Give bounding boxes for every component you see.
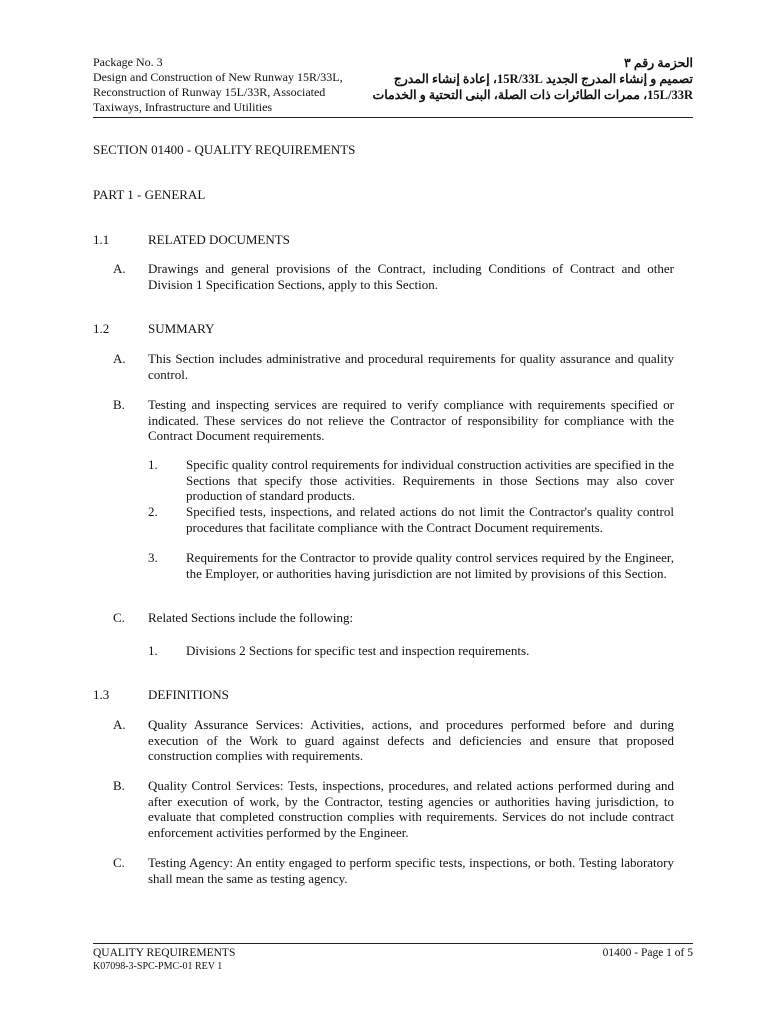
subitem-number: 1. <box>148 457 158 472</box>
subitem-text: Requirements for the Contractor to provide quality control services required by the Engineer, the Employer, or authorities having jurisdiction are not limited by provisions of this Section. <box>186 550 674 581</box>
paragraph-letter: A. <box>113 351 126 366</box>
paragraph-text: Testing Agency: An entity engaged to perform specific tests, inspections, or both. Testing laboratory shall mean the same as testing agency. <box>148 855 674 886</box>
part-title: PART 1 - GENERAL <box>93 187 206 202</box>
header-package: Package No. 3 <box>93 55 163 69</box>
paragraph-text: Testing and inspecting services are required to verify compliance with requirements specified or indicated. These services do not relieve the Contractor of responsibility for compliance with the Contract Document requirements. <box>148 397 674 443</box>
footer-document-code: K07098-3-SPC-PMC-01 REV 1 <box>93 961 223 972</box>
header-line-2: Design and Construction of New Runway 15R/33L, <box>93 70 343 84</box>
paragraph-letter: B. <box>113 778 125 793</box>
header-line-3: Reconstruction of Runway 15L/33R, Associated <box>93 85 326 99</box>
paragraph-text: Drawings and general provisions of the Contract, including Conditions of Contract and other Division 1 Specification Sections, apply to this Section. <box>148 261 674 292</box>
paragraph-letter: A. <box>113 261 126 276</box>
header-arabic-3: 15L/33R، ممرات الطائرات ذات الصلة، البنى التحتية و الخدمات <box>372 88 693 102</box>
paragraph-text: Related Sections include the following: <box>148 610 354 625</box>
article-title: DEFINITIONS <box>148 687 229 702</box>
article-number: 1.2 <box>93 321 110 336</box>
paragraph-letter: C. <box>113 610 125 625</box>
article-title: SUMMARY <box>148 321 215 336</box>
footer-page-number: 01400 - Page 1 of 5 <box>602 947 693 959</box>
header-line-4: Taxiways, Infrastructure and Utilities <box>93 100 273 114</box>
subitem-text: Specific quality control requirements for individual construction activities are specified in the Sections that specify those activities. Requirements in those Sections may also cover production of standard products. <box>186 457 674 503</box>
paragraph-text: This Section includes administrative and procedural requirements for quality assurance and quality control. <box>148 351 674 382</box>
header-left <box>93 55 383 115</box>
article-title: RELATED DOCUMENTS <box>148 232 290 247</box>
header-arabic-2: تصميم و إنشاء المدرج الجديد 15R/33L، إعادة إنشاء المدرج <box>393 72 693 86</box>
subitem-number: 3. <box>148 550 158 565</box>
paragraph-letter: C. <box>113 855 125 870</box>
paragraph-text: Quality Control Services: Tests, inspections, procedures, and related actions performed during and after execution of work, by the Contractor, testing agencies or authorities having jurisdiction, to evaluate that completed construction complies with requirements. Services do not include contract enforcement activities performed by the Engineer. <box>148 778 674 840</box>
footer-left <box>93 947 235 973</box>
header-rule <box>93 117 693 118</box>
subitem-text: Specified tests, inspections, and related actions do not limit the Contractor's quality control procedures that facilitate compliance with the Contract Document requirements. <box>186 504 674 535</box>
paragraph-letter: B. <box>113 397 125 412</box>
article-number: 1.1 <box>93 232 110 247</box>
footer-section-name: QUALITY REQUIREMENTS <box>93 947 236 959</box>
subitem-number: 1. <box>148 643 158 658</box>
section-title: SECTION 01400 - QUALITY REQUIREMENTS <box>93 142 356 157</box>
header-arabic-1: الحزمة رقم ٣ <box>624 56 693 70</box>
subitem-number: 2. <box>148 504 158 519</box>
paragraph-text: Quality Assurance Services: Activities, actions, and procedures performed before and during execution of the Work to guard against defects and deficiencies and ensure that proposed construction complies with requirements. <box>148 717 674 763</box>
header-right-arabic <box>373 55 693 103</box>
article-number: 1.3 <box>93 687 110 702</box>
footer-rule <box>93 943 693 944</box>
subitem-text: Divisions 2 Sections for specific test and inspection requirements. <box>186 643 530 658</box>
paragraph-letter: A. <box>113 717 126 732</box>
